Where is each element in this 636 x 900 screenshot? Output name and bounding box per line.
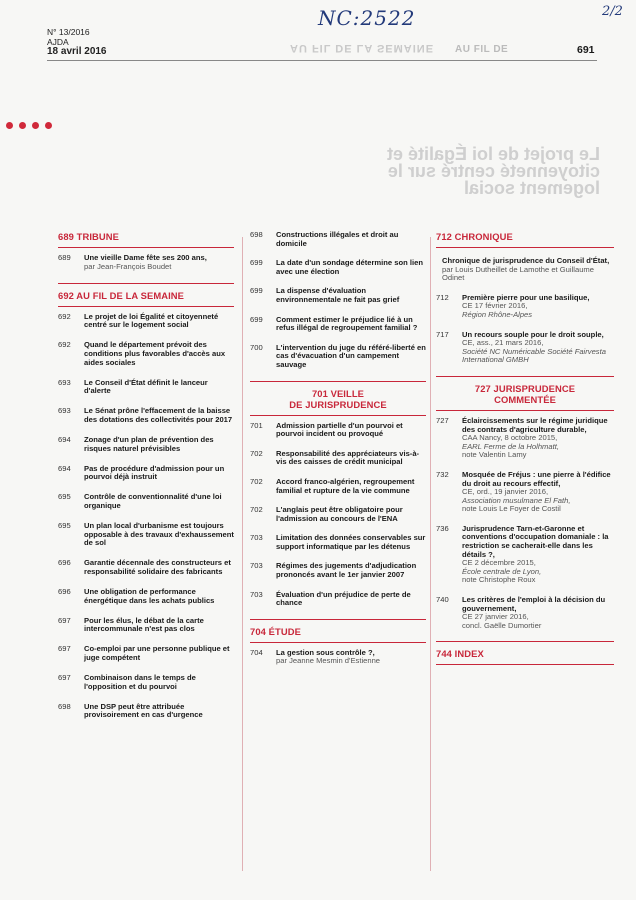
entry-page: 695 [58,492,71,502]
entry-page: 693 [58,377,71,387]
toc-entry[interactable] [250,316,426,333]
toc-entry[interactable] [58,559,234,576]
toc-entry[interactable] [436,331,614,365]
entry-page: 699 [250,286,263,296]
section-title-commentee [436,376,614,411]
dot-icon [32,122,39,129]
toc-entry[interactable] [58,254,234,271]
issue-meta [47,28,107,57]
entry-page: 699 [250,314,263,324]
entry-title-text: Évaluation d'un préjudice de perte de chance [276,589,411,608]
entry-title [276,649,426,666]
entry-party: Société NC Numéricable Société Fairvesta International GMBH [462,346,606,365]
entry-title-text: Un plan local d'urbanisme est toujours opposable à des travaux d'exhaussement de sol [84,521,234,548]
entry-title [462,471,614,514]
entry-page: 712 [436,292,449,302]
toc-entry[interactable] [58,493,234,510]
entry-title-text: Une obligation de performance énergétique dans les achats publics [84,587,215,605]
entry-page: 736 [436,523,449,533]
entry-title-text: Un recours souple pour le droit souple, [462,329,604,339]
entry-title [276,259,426,276]
entry-reference: CE 2 décembre 2015, [462,558,536,568]
dot-icon [6,122,13,129]
bleed-through-text [330,118,600,197]
entry-title [84,588,234,605]
entry-page: 702 [250,448,263,458]
entry-reference: CE, ord., 19 janvier 2016, [462,487,549,497]
entry-page: 695 [58,521,71,531]
entry-title-text: Éclaircissements sur le régime juridique des contrats d'agriculture durable, [462,415,608,434]
entry-title [84,674,234,691]
commentee-line-1: 727 JURISPRUDENCE [474,382,576,394]
entry-title [84,254,234,271]
top-entries [250,231,426,370]
entry-title-text: Régimes des jugements d'adjudication prononcés avant le 1er janvier 2007 [276,561,417,580]
entry-title-text: Les critères de l'emploi à la décision du gouvernement, [462,595,606,613]
entry-title-text: Quand le département prévoit des conditions plus favorables d'accès aux aides sociales [84,340,226,367]
bleed-line-1: Le projet de loi Égalité et citoyenneté centré sur le logement social [386,144,600,198]
entry-page: 698 [58,701,71,711]
entry-title-text: La dispense d'évaluation environnementale ne fait pas grief [276,286,400,304]
toc-entry[interactable] [436,471,614,514]
entry-note: note Christophe Roux [462,575,536,585]
commentee-list [436,417,614,630]
entry-title-text: Pour les élus, le débat de la carte intercommunale n'est pas clos [84,615,204,634]
entry-title-text: Constructions illégales et droit au domicile [276,230,399,248]
entry-note: note Valentin Lamy [462,450,527,460]
entry-title-text: Admission partielle d'un pourvoi et pourvoi incident ou provoqué [276,420,403,439]
toc-entry[interactable] [250,534,426,551]
entry-title-text: Une vieille Dame fête ses 200 ans, [84,253,207,262]
toc-entry[interactable] [436,294,614,320]
section-title-semaine: 692 AU FIL DE LA SEMAINE [58,283,234,307]
commentee-line-2: COMMENTÉE [494,393,556,405]
journal-name: AJDA [47,36,69,47]
toc-entry[interactable] [58,703,234,720]
entry-title-text: Pas de procédure d'admission pour un pourvoi déjà instruit [84,463,225,482]
entry-page: 692 [58,340,71,350]
entry-reference: CAA Nancy, 8 octobre 2015, [462,433,558,443]
semaine-list [58,313,234,720]
decor-dots [6,116,58,134]
entry-title-text: Accord franco-algérien, regroupement familial et rupture de la vie commune [276,476,415,495]
entry-title-text: Jurisprudence Tarn-et-Garonne et conventions d'occupation domaniale : la restriction se cacherait-elle dans les détails ?, [462,523,609,559]
toc-entry[interactable] [250,478,426,495]
toc-entry[interactable] [250,450,426,467]
entry-title-text: Le projet de loi Égalité et citoyenneté centré sur le logement social [84,311,219,330]
entry-page: 740 [436,595,449,605]
toc-entry[interactable] [250,562,426,579]
entry-title-text: Combinaison dans le temps de l'opposition et du pourvoi [84,673,196,691]
toc-entry[interactable] [250,259,426,276]
entry-page: 696 [58,587,71,597]
issue-date: 18 avril 2016 [47,46,107,57]
entry-page: 697 [58,644,71,654]
entry-title [462,294,614,320]
entry-title-text: La gestion sous contrôle ?, [276,647,375,657]
issue-number: N° 13/2016 [47,27,90,37]
entry-page: 732 [436,469,449,479]
entry-title-text: Responsabilité des appréciateurs vis-à-vis des caisses de crédit municipal [276,448,420,467]
entry-title-text: Une DSP peut être attribuée provisoirement en cas d'urgence [84,701,203,720]
section-title-index: 744 INDEX [436,641,614,665]
entry-page: 701 [250,420,263,430]
entry-title [84,522,234,548]
column-2 [250,231,426,677]
chronique-intro-title: Chronique de jurisprudence du Conseil d'État, [442,256,610,265]
entry-title [462,331,614,365]
entry-page: 698 [250,230,263,239]
entry-title-text: Contrôle de conventionnalité d'une loi organique [84,492,222,510]
entry-reference: CE 17 février 2016, [462,301,528,311]
entry-title [84,407,234,424]
entry-title [276,562,426,579]
entry-page: 702 [250,476,263,486]
toc-entry[interactable] [58,522,234,548]
toc-entry[interactable] [58,313,234,330]
toc-entry[interactable] [58,407,234,424]
veille-line-1: 701 VEILLE [311,387,365,399]
entry-note: note Louis Le Foyer de Costil [462,504,561,514]
section-title-veille [250,381,426,416]
handwritten-note: NC:2522 [318,6,416,30]
entry-page: 692 [58,311,71,321]
toc-entry[interactable] [58,465,234,482]
entry-title-text: Co-emploi par une personne publique et juge compétent [84,644,230,663]
header-section: AU FIL DE [455,44,509,55]
entry-page: 703 [250,561,263,571]
entry-title [84,493,234,510]
entry-title [276,344,426,370]
entry-title [276,422,426,439]
entry-title-text: Zonage d'un plan de prévention des risques naturel prévisibles [84,435,214,453]
entry-page: 697 [58,673,71,683]
toc-entry[interactable] [250,506,426,523]
entry-party: Association musulmane El Fath, [462,495,571,505]
chronique-list [436,294,614,365]
entry-title [84,645,234,662]
entry-page: 727 [436,415,449,425]
toc-entry[interactable] [436,417,614,460]
entry-page: 693 [58,406,71,416]
entry-title-text: Garantie décennale des constructeurs et responsabilité solidaire des fabricants [84,558,231,576]
entry-page: 702 [250,505,263,515]
entry-page: 699 [250,258,263,268]
toc-entry[interactable] [58,379,234,396]
dot-icon [45,122,52,129]
section-title-chronique: 712 CHRONIQUE [436,231,614,248]
entry-party: École centrale de Lyon, [462,566,542,576]
entry-title [84,559,234,576]
entry-reference: CE, ass., 21 mars 2016, [462,338,544,348]
entry-title [84,703,234,720]
column-1 [58,231,234,732]
entry-title [84,313,234,330]
section-title-etude: 704 ÉTUDE [250,619,426,643]
toc-entry[interactable] [58,617,234,634]
entry-title-text: Comment estimer le préjudice lié à un refus illégal de regroupement familial ? [276,314,418,333]
entry-title-text: L'anglais peut être obligatoire pour l'admission au concours de l'ENA [276,505,403,523]
entry-title [84,465,234,482]
toc-entry[interactable] [250,649,426,666]
entry-party: Région Rhône-Alpes [462,309,533,319]
entry-title [276,591,426,608]
entry-title [462,596,614,630]
entry-title-text: Le Sénat prône l'effacement de la baisse des dotations des collectivités pour 2017 [84,406,233,424]
entry-note: concl. Gaëlle Dumortier [462,620,542,630]
entry-page: 689 [58,253,71,262]
entry-page: 703 [250,589,263,599]
entry-page: 694 [58,435,71,445]
entry-party: EARL Ferme de la Holhmatt, [462,441,559,451]
entry-title [462,417,614,460]
entry-title [276,316,426,333]
entry-page: 704 [250,647,263,657]
veille-list [250,422,426,608]
entry-title [276,478,426,495]
toc-entry[interactable] [250,591,426,608]
toc-entry[interactable] [436,596,614,630]
page-number: 691 [577,44,595,56]
entry-page: 717 [436,329,449,339]
toc-entry[interactable] [58,588,234,605]
entry-title [276,231,426,248]
entry-title [276,506,426,523]
veille-line-2: DE JURISPRUDENCE [289,398,387,410]
entry-title [84,436,234,453]
entry-reference: CE 27 janvier 2016, [462,612,529,622]
entry-title-text: Limitation des données conservables sur support informatique par les détenus [276,533,426,551]
entry-title-text: La date d'un sondage détermine son lien avec une élection [276,258,423,276]
toc-entry[interactable] [250,422,426,439]
section-title-tribune: 689 TRIBUNE [58,231,234,248]
entry-page: 700 [250,342,263,352]
entry-author: par Jean-François Boudet [84,261,172,271]
entry-page: 697 [58,615,71,625]
entry-title [84,379,234,396]
dot-icon [19,122,26,129]
toc-entry[interactable] [58,436,234,453]
entry-title [84,617,234,634]
entry-page: 703 [250,533,263,543]
entry-title-text: Première pierre pour une basilique, [462,292,590,302]
chronique-intro[interactable] [442,257,614,283]
entry-title [84,341,234,367]
column-divider [242,237,243,871]
toc-entry[interactable] [58,674,234,691]
section-ghost: AU FIL DE LA SEMAINE [290,42,435,54]
toc-entry[interactable] [250,287,426,304]
entry-title [276,534,426,551]
header-rule [47,60,597,61]
bleed-heading [330,146,600,197]
entry-page: 696 [58,558,71,568]
entry-title [276,287,426,304]
toc-entry[interactable] [58,645,234,662]
entry-title-text: Le Conseil d'État définit le lanceur d'alerte [84,377,208,396]
entry-author: par Jeanne Mesmin d'Estienne [276,656,381,666]
entry-page: 694 [58,463,71,473]
entry-title-text: Mosquée de Fréjus : une pierre à l'édifice du droit au recours effectif, [462,469,611,488]
toc-entry[interactable] [58,341,234,367]
column-3 [436,231,614,671]
toc-entry[interactable] [436,525,614,585]
entry-title-text: L'intervention du juge du référé-liberté en cas d'évacuation d'un campement sauvage [276,342,426,369]
entry-title [462,525,614,585]
column-divider [430,237,431,871]
entry-title [276,450,426,467]
toc-entry[interactable] [250,231,426,248]
chronique-intro-author: par Louis Dutheillet de Lamothe et Guillaume Odinet [442,264,594,283]
toc-entry[interactable] [250,344,426,370]
handwritten-corner: 2/2 [602,4,623,19]
